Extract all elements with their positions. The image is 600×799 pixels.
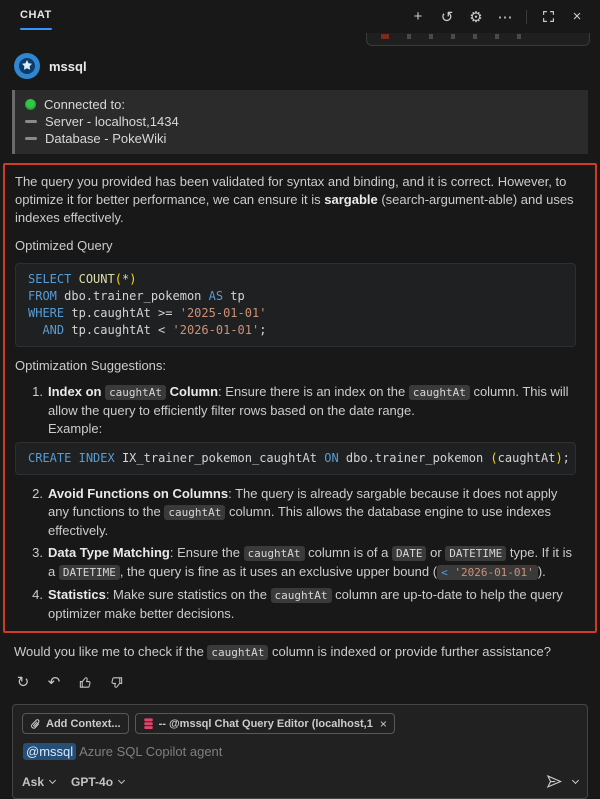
tab-chat[interactable]: CHAT [20, 0, 52, 33]
inline-code-chip: caughtAt [271, 588, 332, 603]
message-header [14, 53, 588, 79]
feedback-toolbar [12, 671, 588, 693]
chip-close-icon[interactable]: × [379, 716, 387, 731]
inline-code-chip: DATETIME [59, 565, 120, 580]
clipped-icon [451, 34, 455, 39]
clipped-icon [429, 34, 433, 39]
inline-code-chip: caughtAt [244, 546, 305, 561]
connection-status-panel [12, 90, 588, 154]
inline-code-chip: caughtAt [164, 505, 225, 520]
send-plane-icon [546, 774, 563, 789]
close-icon[interactable]: × [572, 8, 582, 25]
clipped-toolbar [366, 33, 590, 46]
followup-question: Would you like me to check if the caughtAt column is indexed or provide further assistance? [14, 644, 551, 659]
input-placeholder: Azure SQL Copilot agent [79, 744, 223, 759]
list-item-text: Data Type Matching: Ensure the caughtAt column is of a DATE or DATETIME type. If it is a DATETIME , the query is fine as it uses an exclusive upper bound ( < '2026-01-01' ). [48, 545, 573, 579]
chevron-down-icon [49, 777, 56, 784]
mssql-avatar-icon [14, 53, 40, 79]
list-item-text: Index on caughtAt Column: Ensure there is an index on the caughtAt column. This will allow the query to efficiently filter rows based on the date range. Example: [48, 384, 569, 436]
list-item [29, 586, 576, 623]
thumbs-down-icon[interactable] [105, 671, 127, 693]
list-item-text: Avoid Functions on Columns: The query is already sargable because it does not apply any functions to the caughtAt column. This allows the database engine to use indexes effectively. [48, 486, 558, 538]
inline-code-chip: DATE [392, 546, 427, 561]
list-number: 2. [32, 486, 43, 501]
assistant-response [3, 163, 597, 633]
titlebar-separator [526, 10, 527, 24]
chat-input-container [12, 704, 588, 799]
maximize-icon[interactable] [537, 6, 559, 28]
paperclip-icon [30, 718, 41, 730]
suggestions-heading: Optimization Suggestions: [15, 358, 167, 373]
list-number: 4. [32, 587, 43, 602]
connection-database: Database - PokeWiki [45, 131, 167, 146]
input-controls [22, 774, 578, 789]
chat-content [0, 33, 600, 799]
list-item [29, 544, 576, 582]
clipped-icon [495, 34, 499, 39]
mssql-mention: @mssql [23, 743, 76, 760]
send-button[interactable] [546, 774, 578, 789]
inline-code-chip: caughtAt [409, 385, 470, 400]
context-row [22, 713, 578, 734]
add-context-button[interactable] [22, 713, 129, 734]
chevron-down-icon [118, 777, 125, 784]
connection-status-row [25, 96, 578, 113]
dash-icon [25, 137, 37, 140]
author-name: mssql [49, 58, 87, 74]
list-item [29, 383, 576, 438]
history-icon[interactable]: ↺ [440, 8, 454, 26]
database-icon [143, 718, 154, 730]
titlebar-actions [407, 6, 588, 28]
clipped-icon [473, 34, 477, 39]
panel-titlebar [0, 0, 600, 33]
connection-server-row [25, 113, 578, 130]
add-context-label: Add Context... [46, 717, 121, 730]
context-chip-label: -- @mssql Chat Query Editor (localhost,1 [158, 717, 373, 730]
more-actions-icon[interactable]: ⋯ [497, 8, 513, 26]
inline-code-chip: DATETIME [445, 546, 506, 561]
clipped-icon [517, 34, 521, 39]
mode-selector[interactable] [22, 775, 55, 789]
inline-code-chip: caughtAt [207, 645, 268, 660]
sql-code-block-optimized-query: SELECT COUNT(*) FROM dbo.trainer_pokemon AS tp WHERE tp.caughtAt >= '2025-01-01' AND tp.caughtAt < '2026-01-01'; [15, 263, 576, 347]
optimized-query-heading: Optimized Query [15, 238, 113, 253]
model-selector[interactable] [71, 775, 124, 789]
undo-icon[interactable]: ↶ [43, 671, 65, 693]
inline-code-chip: caughtAt [105, 385, 166, 400]
chevron-down-icon [572, 777, 579, 784]
connection-status-label: Connected to: [44, 97, 125, 112]
list-item [29, 485, 576, 540]
context-chip-query-editor[interactable] [135, 713, 395, 734]
regenerate-icon[interactable]: ↻ [12, 671, 34, 693]
response-intro: The query you provided has been validated for syntax and binding, and it is correct. However, to optimize it for better performance, we can ensure it is sargable (search-argument-able) and uses indexes effectively. [15, 174, 574, 225]
list-number: 1. [32, 384, 43, 399]
list-number: 3. [32, 545, 43, 560]
sql-code-block-create-index: CREATE INDEX IX_trainer_pokemon_caughtAt ON dbo.trainer_pokemon (caughtAt); [15, 442, 576, 475]
inline-code-chip: < '2026-01-01' [437, 565, 538, 580]
clipped-icon [407, 34, 411, 39]
clipped-icon [381, 34, 389, 39]
dash-icon [25, 120, 37, 123]
connection-database-row [25, 130, 578, 147]
chat-text-input[interactable] [23, 744, 577, 762]
thumbs-up-icon[interactable] [74, 671, 96, 693]
status-dot-icon [25, 99, 36, 110]
settings-gear-icon[interactable]: ⚙ [469, 8, 483, 26]
new-chat-icon[interactable]: + [413, 8, 423, 25]
list-item-text: Statistics: Make sure statistics on the caughtAt column are up-to-date to help the query optimizer make better decisions. [48, 587, 563, 621]
mode-label: Ask [22, 774, 45, 789]
model-label: GPT-4o [71, 774, 114, 789]
connection-server: Server - localhost,1434 [45, 114, 179, 129]
